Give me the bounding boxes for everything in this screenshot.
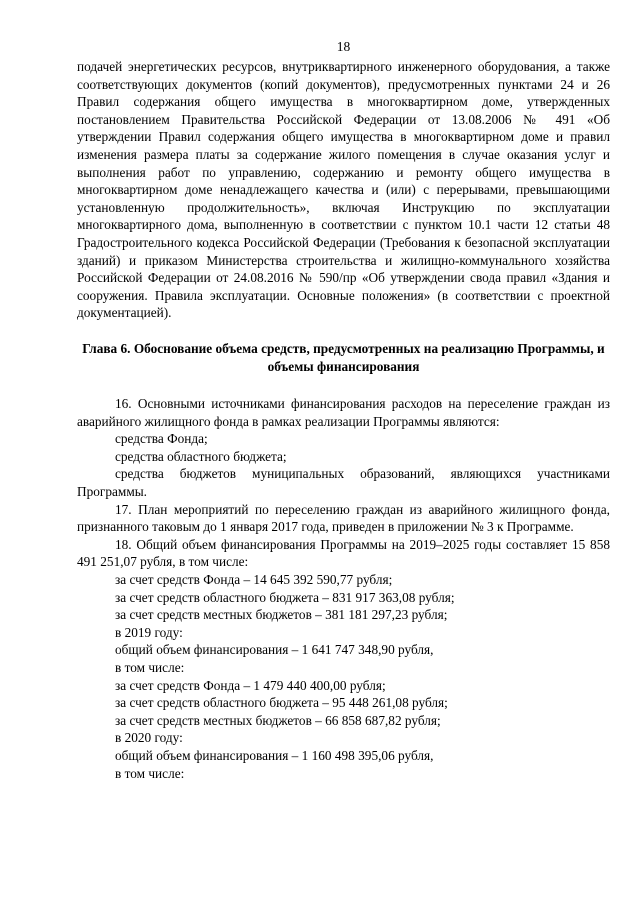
funding-source-item: средства бюджетов муниципальных образований, являющихся участниками Программы. — [77, 466, 610, 500]
financing-line: за счет средств Фонда – 14 645 392 590,77 рубля; — [115, 572, 393, 588]
section-16-intro: 16. Основными источниками финансирования расходов на переселение граждан из аварийного жилищного фонда в рамках реализации Программы являются: — [77, 396, 610, 429]
document-page — [77, 38, 610, 782]
financing-line: за счет средств местных бюджетов – 66 858 687,82 рубля; — [115, 712, 441, 728]
funding-source-item: средства Фонда; — [115, 431, 208, 447]
financing-line: в том числе: — [115, 660, 185, 675]
financing-line: за счет средств областного бюджета – 831 917 363,08 рубля; — [115, 589, 455, 605]
financing-line: общий объем финансирования – 1 641 747 348,90 рубля, — [115, 642, 434, 658]
continuation-paragraph: подачей энергетических ресурсов, внутриквартирного инженерного оборудования, а также соответствующих документов (копий документов), предусмотренных пунктами 24 и 26 Правил содержания общего имущества в многоквартирном доме, утвержденных постановлением Правительства Российской Федерации от 13.08.2006 № 491 «Об утверждении Правил содержания общего имущества в многоквартирном доме и правил изменения размера платы за содержание жилого помещения в случае оказания услуг и выполнения работ по управлению, содержанию и ремонту общего имущества в многоквартирном доме ненадлежащего качества и (или) с перерывами, превышающими установленную продолжительность», включая Инструкцию по эксплуатации многоквартирного дома, выполненную в соответствии с пунктом 10.1 части 12 статьи 48 Градостроительного кодекса Российской Федерации (Требования к безопасной эксплуатации зданий) и приказом Министерства строительства и жилищно-коммунального хозяйства Российской Федерации от 24.08.2016 № 590/пр «Об утверждении свода правил «Здания и сооружения. Правила эксплуатации. Основные положения» (в соответствии с проектной документацией). — [77, 59, 610, 321]
financing-line: за счет средств областного бюджета – 95 448 261,08 рубля; — [115, 695, 448, 711]
financing-line: за счет средств Фонда – 1 479 440 400,00 рубля; — [115, 677, 386, 693]
financing-line: в том числе: — [115, 765, 185, 781]
financing-year-label: в 2020 году: — [115, 730, 183, 746]
financing-line: общий объем финансирования – 1 160 498 395,06 рубля, — [115, 747, 434, 763]
section-17-paragraph: 17. План мероприятий по переселению граждан из аварийного жилищного фонда, признанного таковым до 1 января 2017 года, приведен в приложении № 3 к Программе. — [77, 501, 610, 535]
page-number: 18 — [336, 39, 351, 54]
financing-line: за счет средств местных бюджетов – 381 181 297,23 рубля; — [115, 607, 448, 623]
section-18-intro: 18. Общий объем финансирования Программы на 2019–2025 годы составляет 15 858 491 251,07 рубля, в том числе: — [77, 536, 610, 570]
chapter-heading: Глава 6. Обоснование объема средств, предусмотренных на реализацию Программы, и объемы финансирования — [82, 340, 605, 374]
financing-year-label: в 2019 году: — [115, 624, 183, 640]
funding-source-item: средства областного бюджета; — [115, 448, 287, 464]
